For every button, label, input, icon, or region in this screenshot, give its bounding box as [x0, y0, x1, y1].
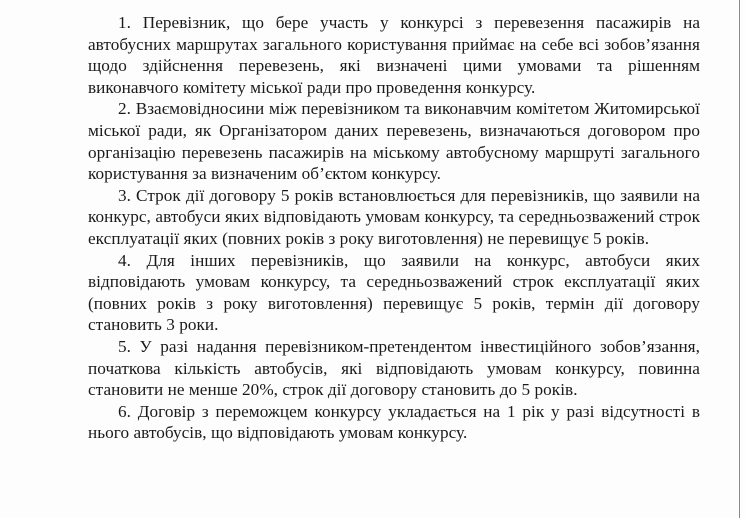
cut-off-header-line [255, 0, 485, 3]
cut-off-next-line [118, 512, 136, 518]
paragraph-3: 3. Строк дії договору 5 років встановлюється для перевізників, що заявили на конкурс, автобуси яких відповідають умовам конкурсу, та середньозважений строк експлуатації яких (повних років з року виготовлення) не перевищує 5 років. [88, 185, 700, 248]
paragraph-4: 4. Для інших перевізників, що заявили на конкурс, автобуси яких відповідають умовам конкурсу, та середньозважений строк експлуатації яких (повних років з року виготовлення) перевищує 5 років, термін дії договору становить 3 роки. [88, 250, 700, 335]
page-edge-line [739, 0, 740, 518]
paragraph-6: 6. Договір з переможцем конкурсу укладається на 1 рік у разі відсутності в нього автобусів, що відповідають умовам конкурсу. [88, 401, 700, 443]
document-body [88, 12, 700, 444]
paragraph-5: 5. У разі надання перевізником-претендентом інвестиційного зобов’язання, початкова кількість автобусів, які відповідають умовам конкурсу, повинна становити не менше 20%, строк дії договору становить до 5 років. [88, 336, 700, 400]
paragraph-2: 2. Взаємовідносини між перевізником та виконавчим комітетом Житомирської міської ради, як Організатором даних перевезень, визначаються договором про організацію перевезень пасажирів на міському автобусному маршруті загального користування за визначеним об’єктом конкурсу. [88, 99, 700, 184]
paragraph-1: 1. Перевізник, що бере участь у конкурсі з перевезення пасажирів на автобусних маршрутах загального користування приймає на себе всі зобов’язання щодо здійснення перевезень, які визначені цими умовами та рішенням виконавчого комітету міської ради про проведення конкурсу. [88, 13, 700, 97]
